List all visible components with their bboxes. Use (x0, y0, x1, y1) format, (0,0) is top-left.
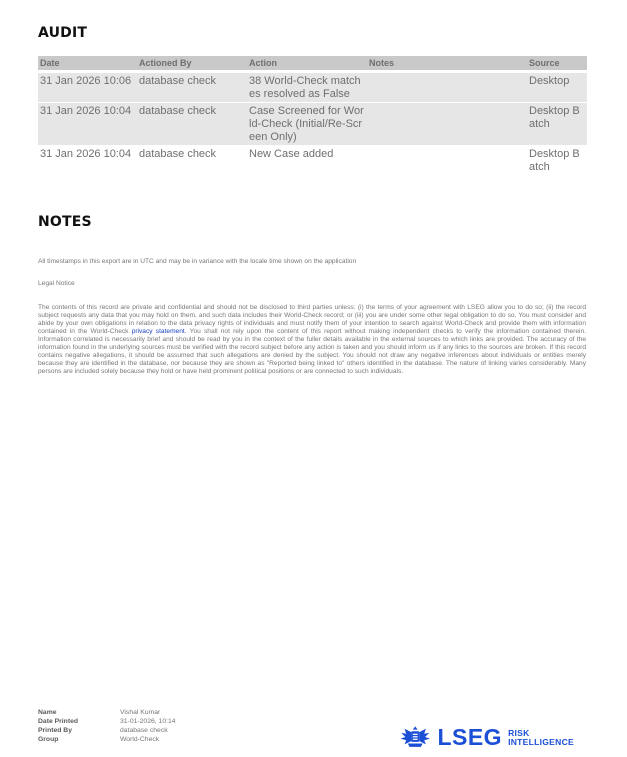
name-value: Vishal Kumar (120, 709, 161, 716)
cell-actioned-by: database check (137, 103, 247, 145)
notes-section-title: NOTES (38, 214, 92, 230)
printed-by-value: database check (120, 727, 168, 734)
legal-text-part: . You shall not rely upon the content of this report without making independent checks to verify the information contained therein. Information correlated is necessarily brief and should be read by you in the context of the fuller details available in the external sources to which links are provided. The accuracy of the information found in the underlying sources must be verified with the record subject before any action is taken and you should inform us if any links to the sources are broken. If this record contains negative allegations, it should be assumed that such allegations are denied by the subject. You should not draw any negative inferences about individuals or entities merely because they are identified in the database, nor because they are shown as "Reported being linked to" others identified in the database. The nature of linking varies considerably. Many persons are included solely because they hold or have held prominent political positions or are connected to such individuals. (38, 328, 586, 375)
audit-table (38, 56, 587, 175)
table-row (38, 103, 587, 145)
printed-by-label: Printed By (38, 727, 72, 734)
timezone-note: All timestamps in this export are in UTC and may be in variance with the locale time shown on the application (38, 258, 357, 265)
cell-actioned-by: database check (139, 148, 217, 160)
name-label: Name (38, 709, 57, 716)
logo-subtitle (508, 729, 574, 747)
logo-subtitle-line1: RISK (508, 728, 530, 738)
cell-source: Desktop Batch (529, 148, 580, 173)
group-label: Group (38, 736, 59, 743)
cell-action: 38 World-Check matches resolved as False (247, 72, 367, 103)
group-value: World-Check (120, 736, 160, 743)
print-info (38, 708, 176, 744)
cell-date: 31 Jan 2026 10:06 (38, 72, 137, 103)
column-header-date: Date (38, 56, 137, 72)
column-header-action: Action (247, 56, 367, 72)
cell-source: Desktop (527, 72, 587, 103)
date-printed-label: Date Printed (38, 718, 79, 725)
lseg-crest-icon (398, 723, 432, 751)
logo-wordmark: LSEG (437, 723, 503, 750)
table-row (38, 146, 587, 175)
cell-notes (367, 72, 527, 103)
column-header-actioned-by: Actioned By (137, 56, 247, 72)
column-header-source: Source (527, 56, 587, 72)
date-printed-value: 31-01-2026, 10:14 (120, 718, 176, 725)
audit-header-row (38, 56, 587, 72)
cell-date: 31 Jan 2026 10:04 (38, 103, 137, 145)
cell-action: New Case added (249, 148, 334, 160)
cell-source: Desktop Batch (527, 103, 587, 145)
cell-date: 31 Jan 2026 10:04 (40, 148, 132, 160)
cell-notes (367, 103, 527, 145)
column-header-notes: Notes (367, 56, 527, 72)
legal-notice-text (38, 304, 586, 376)
privacy-statement-link[interactable]: privacy statement (131, 328, 185, 335)
table-row (38, 72, 587, 103)
cell-notes (367, 146, 527, 175)
legal-notice-title: Legal Notice (38, 280, 75, 287)
cell-actioned-by: database check (137, 72, 247, 103)
legal-text-part: The contents of this record are private and confidential and should not be disclosed to third parties unless: (i) the terms of your agreement with LSEG allow you to do so; (ii) the record subject requests any data that you may hold on them, and such data includes their World-Check record; or (iii) you are under some other legal obligation to do so. You must consider and abide by your own obligations in relation to the data privacy rights of individuals and must notify them of your intention to search against World-Check and provide them with information contained in the World-Check (38, 304, 586, 335)
lseg-risk-intelligence-logo (398, 722, 574, 752)
logo-subtitle-line2: INTELLIGENCE (508, 737, 574, 747)
cell-action: Case Screened for World-Check (Initial/Re-Screen Only) (247, 103, 367, 145)
audit-section-title: AUDIT (38, 25, 88, 41)
